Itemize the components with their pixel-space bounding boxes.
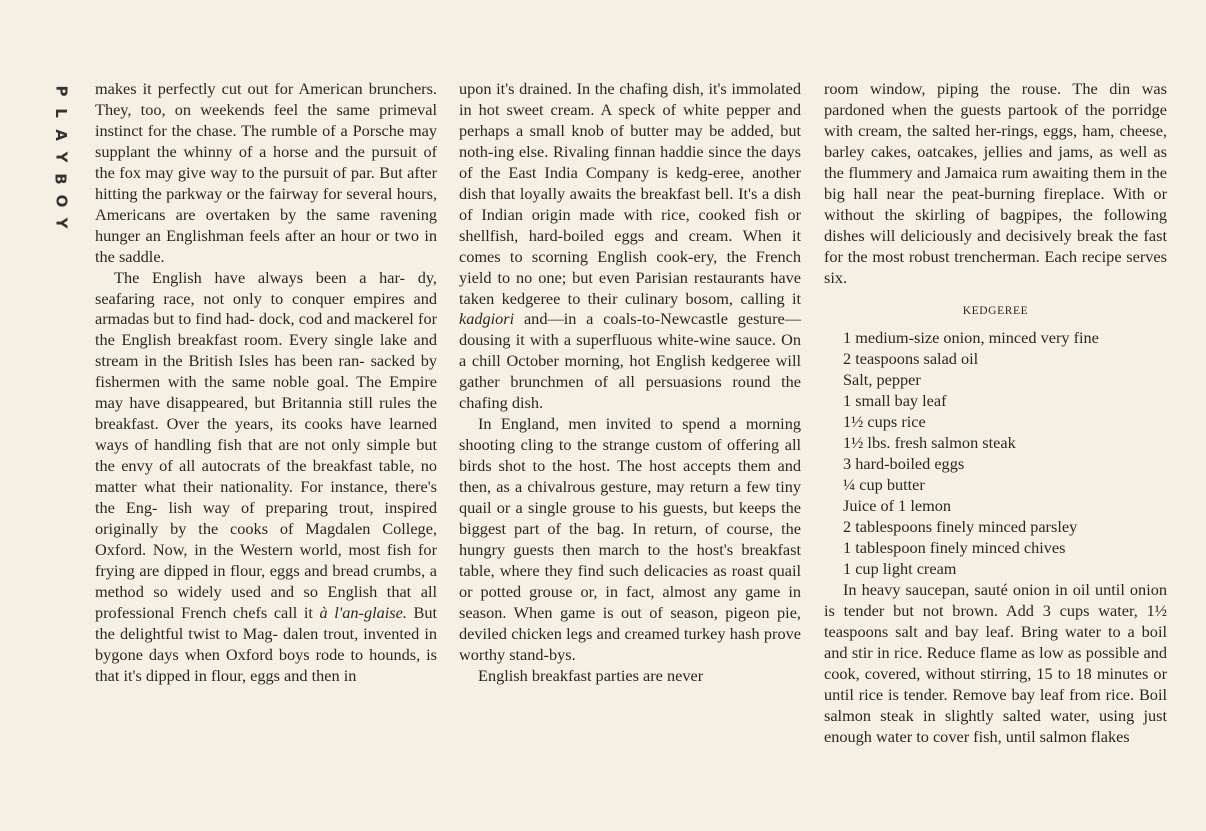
playboy-logo (53, 80, 69, 234)
text-line: goal. The Empire may have disappeared, (95, 372, 438, 413)
text-line: dock, cod and mackerel for the English (95, 309, 438, 350)
ingredient-item: 2 teaspoons salad oil (843, 349, 979, 369)
ingredient-item: ¼ cup butter (843, 475, 925, 495)
paragraph (459, 79, 801, 414)
italic-term: à l'an-glaise. (319, 602, 407, 622)
ingredient-item: 1 medium-size onion, minced very fine (843, 328, 1099, 348)
ingredient-item: 3 hard-boiled eggs (843, 454, 965, 474)
text-line: fairway for several hours, Americans are (95, 183, 437, 224)
text-line: of the fox may give way to the pursuit of (95, 141, 437, 182)
body-text: and—in a coals-to-Newcastle gesture—dousing it with a superfluous white-wine sauce. On a chill October morning, hot English kedgeree will gather brunchmen of all persuasions round the chafing dish. (459, 309, 802, 413)
text-line: the whinny of a horse and the pursuit (156, 141, 417, 161)
text-line: Over the years, its cooks have learned (166, 414, 437, 434)
logo-letter: L (52, 108, 70, 118)
body-text: upon it's drained. In the chafing dish, it's immolated in hot sweet cream. A speck of white pepper and perhaps a small knob of butter may be added, but noth-ing else. Rivaling finnan haddie since the days of the East India Company is kedg-eree, another dish that loyally awaits the breakfast bell. It's a dish of Indian origin made with rice, cooked fish or shellfish, hard-boiled eggs and cream. When it comes to scorning English cook-ery, the French yield to no one; but even Parisian restaurants have taken kedgeree to their culinary bosom, calling it (459, 79, 801, 308)
logo-letter: Y (52, 217, 70, 229)
text-line: breakfast room. Every single lake and (177, 330, 438, 350)
text-line: College, Oxford. Now, in the Western (95, 519, 437, 559)
text-line: the breakfast table, no matter what their (95, 456, 437, 497)
text-line: originally by the cooks of Magdalen (95, 519, 371, 539)
ingredient-list (824, 328, 1167, 579)
paragraph: room window, piping the rouse. The din was pardoned when the guests partook of the porridge with cream, the salted her-rings, eggs, ham, cheese, barley cakes, oatcakes, jellies and jams, as well as the flummery and Jamaica rum awaiting them in the big hall near the peat-burning fireplace. With or without the skirling of bagpipes, the following dishes will deliciously and decisively break the fast for the most robust trencherman. Each recipe serves six. (824, 79, 1167, 287)
text-line: so widely used and so English that all (153, 581, 437, 601)
logo-letter: Y (52, 151, 70, 163)
text-line: par. But after hitting the parkway or the (95, 162, 437, 203)
text-line: The English have always been a har- (114, 267, 405, 287)
paragraph (95, 268, 437, 687)
text-line: stream in the British Isles has been ran- (95, 351, 365, 371)
ingredient-item: Salt, pepper (843, 370, 921, 390)
text-line: that it's dipped in flour, eggs and then in (95, 665, 357, 685)
text-line: an Englishman feels after an hour or two (145, 225, 420, 245)
text-line: empires and armadas but to find had- (95, 288, 437, 329)
text-line: dy, seafaring race, not only to conquer (95, 267, 437, 308)
paragraph (95, 79, 437, 268)
logo-letter: O (51, 194, 70, 208)
ingredient-item: 1½ cups rice (843, 412, 926, 432)
text-line: when Oxford boys rode to hounds, is (184, 644, 438, 664)
text-line: professional French chefs call it (95, 602, 313, 622)
ingredient-item: Juice of 1 lemon (843, 496, 952, 516)
text-line: overtaken by the same ravening hunger (95, 204, 438, 245)
paragraph: In England, men invited to spend a morning shooting cling to the strange custom of offering all birds shot to the host. The host accepts them and then, as a chivalrous gesture, may return a few tiny quail or a single grouse to his guests, but keeps the biggest part of the bag. In return, of course, the hungry guests then march to the host's breakfast table, where they find such delicacies as roast quail or potted grouse or, in fact, almost any game in season. When game is out of season, pigeon pie, deviled chicken legs and creamed turkey hash prove worthy stand-bys. (459, 414, 801, 664)
column-2 (459, 79, 801, 687)
text-line: ways of handling fish that are not only (95, 435, 361, 455)
recipe-instructions: In heavy saucepan, sauté onion in oil until onion is tender but not brown. Add 3 cups water, 1½ teaspoons salt and bay leaf. Bring water to a boil and stir in rice. Reduce flame as low as possible and cook, covered, without stirring, 15 to 18 minutes or until rice is tender. Remove bay leaf from rice. Boil salmon steak in slightly salted water, using just enough water to cover fish, until salmon flakes (824, 579, 1167, 746)
logo-letter: B (52, 173, 70, 185)
text-line: lish way of preparing trout, inspired (168, 498, 438, 518)
text-line: nationality. For instance, there's the Eng- (95, 477, 437, 518)
logo-letter: A (51, 129, 70, 141)
text-line: makes it perfectly cut out for American (95, 79, 363, 98)
text-line: brunchers. They, too, on weekends feel (95, 79, 437, 119)
column-3 (824, 79, 1167, 748)
paragraph: English breakfast parties are never (478, 665, 704, 685)
text-line: the same primeval instinct for the chase. (95, 99, 437, 140)
text-line: flour, eggs and bread crumbs, a method (95, 560, 438, 601)
recipe-title: KEDGEREE (962, 304, 1029, 317)
text-line: world, most fish for frying are dipped in (95, 539, 437, 580)
ingredient-item: 1 small bay leaf (843, 391, 947, 411)
text-line: But the delightful twist to Mag- (95, 602, 438, 643)
text-line: but Britannia still rules the breakfast. (95, 393, 437, 434)
text-line: sacked by fishermen with the same noble (95, 351, 438, 392)
ingredient-item: 1 tablespoon finely minced chives (843, 538, 1066, 558)
text-line: simple but the envy of all autocrats of (95, 435, 438, 476)
text-line: The rumble of a Porsche may supplant (95, 120, 438, 161)
ingredient-item: 1½ lbs. fresh salmon steak (843, 433, 1016, 453)
italic-term: kadgiori (459, 309, 515, 329)
logo-letter: P (52, 85, 70, 97)
ingredient-item: 1 cup light cream (843, 558, 957, 578)
text-line: dalen trout, invented in bygone days (95, 623, 437, 664)
ingredient-item: 2 tablespoons finely minced parsley (843, 517, 1078, 537)
column-1 (95, 79, 437, 687)
text-line: in the saddle. (95, 225, 437, 266)
